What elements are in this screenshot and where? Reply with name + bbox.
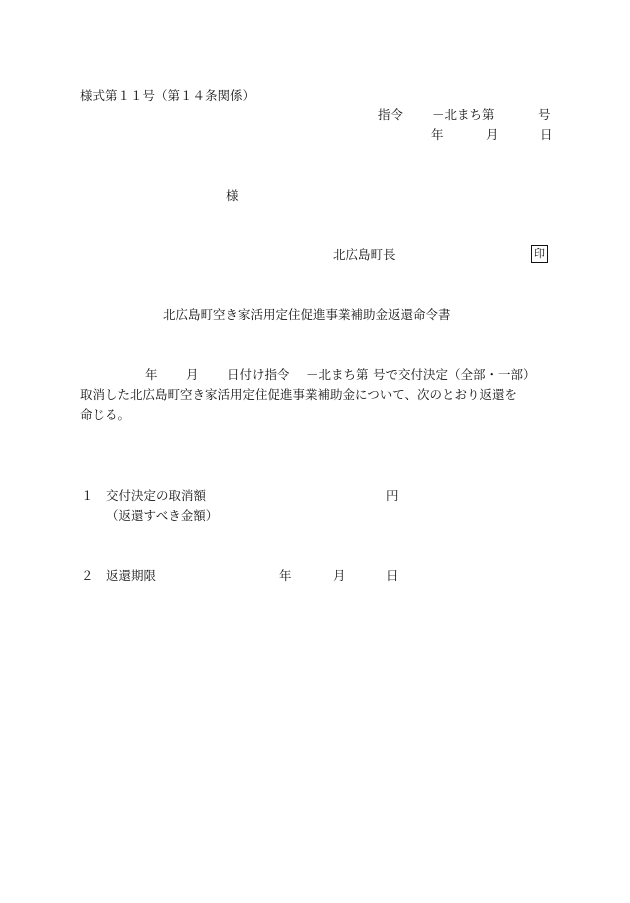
body-line1-rest: 号で交付決定（全部・一部） [373,367,536,382]
date-month: 月 [486,127,499,142]
ref-suffix: 号 [538,107,551,122]
body-line2: 取消した北広島町空き家活用定住促進事業補助金について、次のとおり返還を [80,387,518,402]
item-1-unit: 円 [386,488,399,503]
body-day-ref: 日付け指令 [227,367,290,382]
document-title: 北広島町空き家活用定住促進事業補助金返還命令書 [163,307,451,322]
body-line3: 命じる。 [80,407,131,422]
ref-middle: －北まち第 [432,107,495,122]
item-2-month: 月 [333,568,346,583]
body-year: 年 [145,367,158,382]
item-2-label: 返還期限 [106,568,157,583]
seal-mark: 印 [531,245,548,263]
item-2-number: ２ [81,568,94,583]
item-1-number: １ [81,488,94,503]
addressee-suffix: 様 [226,188,239,203]
date-year: 年 [431,127,444,142]
body-month: 月 [186,367,199,382]
item-1-sublabel: （返還すべき金額） [106,508,219,523]
body-ref-middle: －北まち第 [306,367,369,382]
item-2-day: 日 [386,568,399,583]
date-day: 日 [540,127,553,142]
issuer-title: 北広島町長 [333,247,396,262]
ref-prefix: 指令 [378,107,404,122]
item-1-label: 交付決定の取消額 [106,488,207,503]
item-2-year: 年 [279,568,292,583]
form-number: 様式第１１号（第１４条関係） [80,88,256,103]
